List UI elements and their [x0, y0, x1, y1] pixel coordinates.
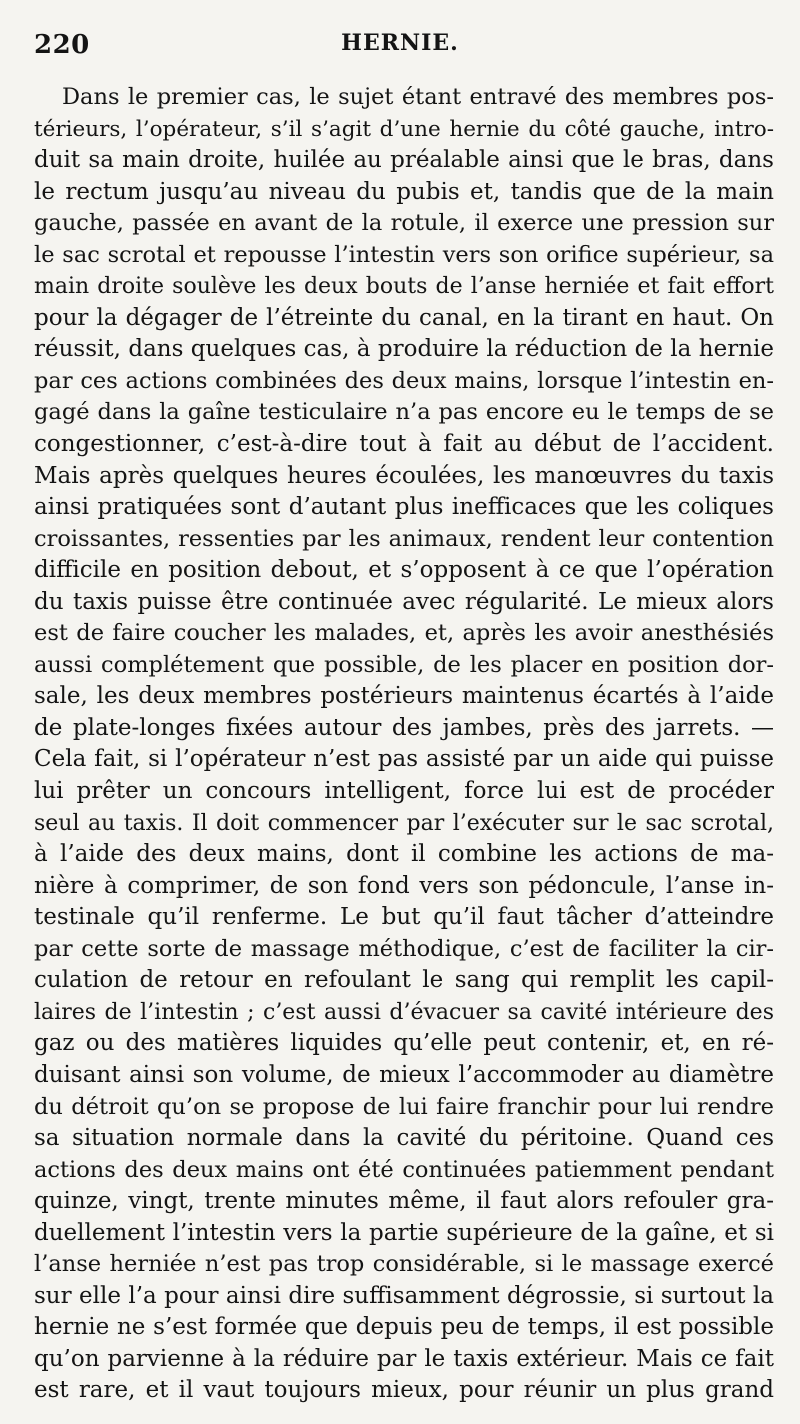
text-line: le rectum jusqu’au niveau du pubis et, tandis que de la main — [34, 178, 774, 205]
text-line: duit sa main droite, huilée au préalable ainsi que le bras, dans — [34, 147, 774, 174]
text-line: main droite soulève les deux bouts de l’anse herniée et fait effort — [34, 274, 774, 300]
text-line: par ces actions combinées des deux mains, lorsque l’intestin en- — [34, 367, 774, 394]
text-line: hernie ne s’est formée que depuis peu de temps, il est possible — [34, 1314, 774, 1341]
text-line: de plate-longes fixées autour des jambes, près des jarrets. — — [34, 714, 774, 741]
text-line: croissantes, ressenties par les animaux, rendent leur contention — [34, 525, 774, 552]
text-line: actions des deux mains ont été continuées patiemment pendant — [34, 1156, 774, 1183]
page-header — [34, 26, 766, 62]
text-line: Cela fait, si l’opérateur n’est pas assisté par un aide qui puisse — [34, 746, 774, 773]
text-line: gaz ou des matières liquides qu’elle peut contenir, et, en ré- — [34, 1030, 774, 1057]
text-line: ainsi pratiquées sont d’autant plus inefficaces que les coliques — [34, 494, 774, 521]
text-line: seul au taxis. Il doit commencer par l’exécuter sur le sac scrotal, — [34, 810, 774, 836]
text-line: congestionner, c’est-à-dire tout à fait au début de l’accident. — [34, 431, 774, 458]
text-line: nière à comprimer, de son fond vers son pédoncule, l’anse in- — [34, 872, 774, 899]
text-line: testinale qu’il renferme. Le but qu’il faut tâcher d’atteindre — [34, 904, 774, 931]
text-line: sa situation normale dans la cavité du péritoine. Quand ces — [34, 1125, 774, 1152]
text-line: sur elle l’a pour ainsi dire suffisamment dégrossie, si surtout la — [34, 1282, 774, 1309]
text-line: sale, les deux membres postérieurs maintenus écartés à l’aide — [34, 683, 774, 710]
text-line: Dans le premier cas, le sujet étant entravé des membres pos- — [62, 84, 774, 110]
text-line: est rare, et il vaut toujours mieux, pour réunir un plus grand — [34, 1377, 774, 1404]
text-line: duisant ainsi son volume, de mieux l’accommoder au diamètre — [34, 1061, 774, 1088]
text-line: Mais après quelques heures écoulées, les manœuvres du taxis — [34, 462, 774, 489]
running-title: HERNIE. — [341, 30, 459, 56]
text-line: du détroit qu’on se propose de lui faire franchir pour lui rendre — [34, 1093, 774, 1120]
page-number: 220 — [34, 30, 90, 60]
text-line: laires de l’intestin ; c’est aussi d’évacuer sa cavité intérieure des — [34, 999, 774, 1025]
text-line: pour la dégager de l’étreinte du canal, en la tirant en haut. On — [34, 304, 774, 331]
text-line: culation de retour en refoulant le sang qui remplit les capil- — [34, 967, 774, 994]
text-line: le sac scrotal et repousse l’intestin vers son orifice supérieur, sa — [34, 241, 774, 268]
text-line: gagé dans la gaîne testiculaire n’a pas encore eu le temps de se — [34, 399, 774, 426]
text-line: duellement l’intestin vers la partie supérieure de la gaîne, et si — [34, 1219, 774, 1246]
text-line: difficile en position debout, et s’opposent à ce que l’opération — [34, 557, 774, 584]
text-line: qu’on parvienne à la réduire par le taxis extérieur. Mais ce fait — [34, 1345, 774, 1372]
text-line: lui prêter un concours intelligent, force lui est de procéder — [34, 778, 774, 805]
text-line: est de faire coucher les malades, et, après les avoir anesthésiés — [34, 620, 774, 647]
text-line: à l’aide des deux mains, dont il combine les actions de ma- — [34, 841, 774, 868]
text-line: gauche, passée en avant de la rotule, il exerce une pression sur — [34, 210, 774, 237]
text-line: l’anse herniée n’est pas trop considérable, si le massage exercé — [34, 1251, 774, 1278]
text-line: du taxis puisse être continuée avec régularité. Le mieux alors — [34, 588, 774, 615]
text-line: térieurs, l’opérateur, s’il s’agit d’une hernie du côté gauche, intro- — [34, 116, 774, 142]
body-text — [34, 82, 774, 1407]
text-line: par cette sorte de massage méthodique, c’est de faciliter la cir- — [34, 935, 774, 962]
text-line: réussit, dans quelques cas, à produire la réduction de la hernie — [34, 336, 774, 363]
text-line: quinze, vingt, trente minutes même, il faut alors refouler gra- — [34, 1188, 774, 1215]
text-line: aussi complétement que possible, de les placer en position dor- — [34, 651, 774, 678]
